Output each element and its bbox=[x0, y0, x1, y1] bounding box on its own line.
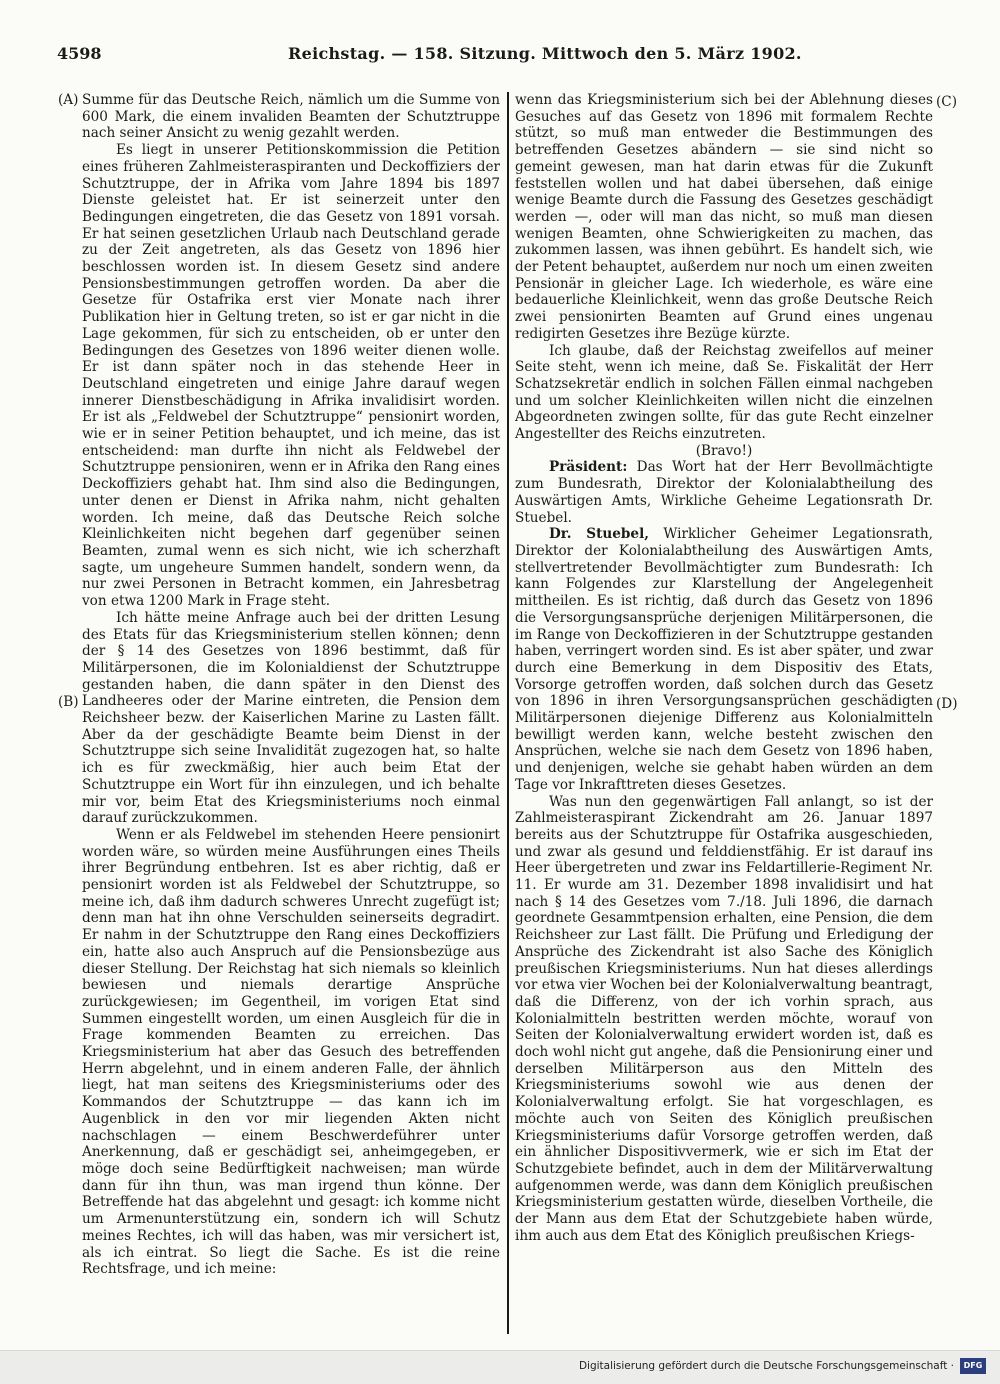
margin-marker-d: (D) bbox=[936, 696, 958, 712]
paragraph: Ich hätte meine Anfrage auch bei der dritten Lesung des Etats für das Kriegsministerium stellen können; denn der § 14 des Gesetzes von 1896 bestimmt, daß für Militärpersonen, die im Kolonialdienst der Schutztruppe gestanden haben, die dann später in den Dienst des Landheeres oder der Marine eintreten, die Pension dem Reichsheer bezw. der Kaiserlichen Marine zu Lasten fällt. Aber da der geschädigte Beamte beim Dienst in der Schutztruppe sich seine Invalidität zugezogen hat, so halte ich es für zweckmäßig, hier auch beim Etat der Schutztruppe ein Wort für ihn einzulegen, und ich behalte mir vor, beim Etat des Kriegsministeriums noch einmal darauf zurückzukommen. bbox=[82, 609, 500, 827]
paragraph: Es liegt in unserer Petitionskommission die Petition eines früheren Zahlmeisteraspiranten und Deckoffiziers der Schutztruppe, der in Afrika vom Jahre 1894 bis 1897 Dienste geleistet hat. Er ist seinerzeit unter den Bedingungen eingetreten, die das Gesetz von 1891 vorsah. Er hat seinen gesetzlichen Urlaub nach Deutschland gerade zu der Zeit angetreten, als das Gesetz von 1896 hier beschlossen worden ist. In diesem Gesetz sind andere Pensionsbestimmungen getroffen worden. Da aber die Gesetze für Ostafrika erst vier Monate nach ihrer Publikation hier in Geltung treten, so ist er gar nicht in die Lage gekommen, für sich zu entscheiden, ob er unter den Bedingungen des Gesetzes von 1896 weiter dienen wolle. Er ist dann später noch in das stehende Heer in Deutschland eingetreten und einige Jahre darauf wegen innerer Dienstbeschädigung in Afrika invalidisirt worden. Er ist als „Feldwebel der Schutztruppe“ pensionirt worden, wie er in seiner Petition behauptet, und ich meine, das ist entscheidend: man durfte ihn nicht als Feldwebel der Schutztruppe pensioniren, wenn er in Afrika den Rang eines Deckoffiziers gehabt hat. Ihm sind also die Bedingungen, unter denen er Dienst in Afrika nahm, nicht gehalten worden. Ich meine, daß das Deutsche Reich solche Kleinlichkeiten nicht begehen darf gegenüber seinen Beamten, zumal wenn es sich nicht, wie ich scherzhaft sagte, um ungeheure Summen handelt, sondern wenn, da nur zwei Personen in Betracht kommen, ein Jahresbetrag von etwa 1200 Mark in Frage steht. bbox=[82, 142, 500, 610]
right-text-column bbox=[515, 92, 933, 1245]
paragraph: Summe für das Deutsche Reich, nämlich um die Summe von 600 Mark, die einem invaliden Beamten der Schutztruppe nach seiner Ansicht zu wenig gezahlt werden. bbox=[82, 92, 500, 142]
speaker-name: Dr. Stuebel, bbox=[549, 526, 649, 543]
margin-marker-c: (C) bbox=[936, 94, 958, 110]
margin-marker-b: (B) bbox=[58, 694, 79, 710]
paragraph: Was nun den gegenwärtigen Fall anlangt, so ist der Zahlmeisteraspirant Zickendraht am 26. Januar 1897 bereits aus der Schutztruppe für Ostafrika ausgeschieden, und zwar als gesund und felddienstfähig. Er ist darauf ins Heer übergetreten und zwar ins Feldartillerie-Regiment Nr. 11. Er wurde am 31. Dezember 1898 invalidisirt und hat nach § 14 des Gesetzes vom 7./18. Juli 1896, die darnach geordnete Gesammtpension erhalten, eine Pension, die dem Reichsheer zur Last fällt. Die Prüfung und Erledigung der Ansprüche des Zickendraht ist also Sache des Königlich preußischen Kriegsministeriums. Nun hat dieses allerdings vor etwa vier Wochen bei der Kolonialverwaltung beantragt, daß die Differenz, von der ich vorhin sprach, aus Kolonialmitteln bestritten werden möchte, worauf von Seiten der Kolonialverwaltung erwidert worden ist, daß es doch wohl nicht gut angehe, daß die Pensionirung einer und derselben Militärperson aus den Mitteln des Kriegsministeriums sowohl wie aus denen der Kolonialverwaltung erfolgt. Sie hat vorgeschlagen, es möchte auch von Seiten des Königlich preußischen Kriegsministeriums dafür Vorsorge getroffen werden, daß ein ähnlicher Dispositivvermerk, wie er sich im Etat der Schutzgebiete befindet, auch in dem der Militärverwaltung aufgenommen werde, was dann dem Königlich preußischen Kriegsministerium gestatten würde, dieselben Vortheile, die der Mann aus dem Etat der Schutzgebiete haben würde, ihm auch aus dem Etat des Königlich preußischen Kriegs- bbox=[515, 793, 933, 1244]
paragraph: wenn das Kriegsministerium sich bei der Ablehnung dieses Gesuches auf das Gesetz von 1896 mit formalem Rechte stützt, so muß man entweder die Bestimmungen des betreffenden Gesetzes abändern — sie sind nicht so gemeint gewesen, man hat darin etwas für die Zukunft feststellen wollen und hat dabei übersehen, daß einige wenige Beamte durch die Fassung des Gesetzes geschädigt werden —, oder will man das nicht, so muß man diesen wenigen Beamten, ohne Schwierigkeiten zu machen, das zukommen lassen, was ihnen gebührt. Es handelt sich, wie der Petent behauptet, außerdem nur noch um einen zweiten Pensionär in gleicher Lage. Ich wiederhole, es wäre eine bedauerliche Kleinlichkeit, wenn das große Deutsche Reich zwei pensionirten Beamten auf Grund eines ungenau redigirten Gesetzes ihre Bezüge kürzte. bbox=[515, 92, 933, 342]
paragraph: Wenn er als Feldwebel im stehenden Heere pensionirt worden wäre, so würden meine Ausführungen eines Theils ihrer Begründung entbehren. Ist es aber richtig, daß er pensionirt worden ist als Feldwebel der Schutztruppe, so meine ich, daß ihm dadurch schweres Unrecht zugefügt ist; denn man hat ihn ohne Verschulden seinerseits degradirt. Er nahm in der Schutztruppe den Rang eines Deckoffiziers ein, hatte also auch Anspruch auf die Pensionsbezüge aus dieser Stellung. Der Reichstag hat sich niemals so kleinlich bewiesen und niemals derartige Ansprüche zurückgewiesen; im Gegentheil, im vorigen Etat sind Summen eingestellt worden, um einen Ausgleich für die in Frage kommenden Beamten zu erreichen. Das Kriegsministerium hat aber das Gesuch des betreffenden Herrn abgelehnt, und in einem anderen Falle, der ähnlich liegt, hat man seitens des Kriegsministeriums oder des Kommandos der Schutztruppe — das kann ich im Augenblick in den vor mir liegenden Akten nicht nachschlagen — einem Beschwerdeführer unter Anerkennung, daß er geschädigt sei, anheimgegeben, er möge doch seine Bedürftigkeit nachweisen; man würde dann für ihn thun, was man irgend thun könne. Der Betreffende hat das abgelehnt und gesagt: ich komme nicht um Armenunterstützung ein, sondern ich will Schutz meines Rechtes, ich will das haben, was mir versichert ist, als ich eintrat. So liegt die Sache. Es ist die reine Rechtsfrage, und ich meine: bbox=[82, 826, 500, 1278]
margin-marker-a: (A) bbox=[58, 92, 79, 108]
speech-text: Wirklicher Geheimer Legationsrath, Direktor der Kolonialabtheilung des Auswärtigen Amts, stellvertretender Bevollmächtigter zum Bundesrath: Ich kann Folgendes zur Klarstellung der Angelegenheit mittheilen. Es ist richtig, daß durch das Gesetz von 1896 die Versorgungsansprüche derjenigen Militärpersonen, die im Range von Deckoffizieren in der Schutztruppe gestanden haben, verringert worden sind. Es ist aber später, und zwar durch eine Bemerkung in dem Dispositiv des Etats, Vorsorge getroffen worden, daß solchen durch das Gesetz von 1896 in ihren Versorgungsansprüchen geschädigten Militärpersonen diejenige Differenz aus Kolonialmitteln bewilligt werden kann, welche besteht zwischen den Ansprüchen, welche sie nach dem Gesetz von 1896 haben, und denjenigen, welche sie gehabt haben würden an dem Tage vor Inkrafttreten dieses Gesetzes. bbox=[515, 526, 933, 793]
speech-text: Das Wort hat der Herr Bevollmächtigte zum Bundesrath, Direktor der Kolonialabtheilung des Auswärtigen Amts, Wirkliche Geheime Legationsrath Dr. Stuebel. bbox=[515, 459, 933, 526]
dfg-logo: DFG bbox=[960, 1358, 986, 1374]
column-divider bbox=[507, 92, 509, 1334]
left-text-column bbox=[82, 92, 500, 1278]
footer-bar bbox=[0, 1350, 1000, 1384]
speaker-name: Präsident: bbox=[549, 459, 628, 476]
footer-credit: Digitalisierung gefördert durch die Deutsche Forschungsgemeinschaft · bbox=[578, 1360, 954, 1372]
interjection: (Bravo!) bbox=[695, 442, 753, 459]
paragraph: Ich glaube, daß der Reichstag zweifellos auf meiner Seite steht, wenn ich meine, daß Se. Fiskalität der Herr Schatzsekretär endlich in solchen Fällen einmal nachgeben und um solcher Kleinlichkeiten willen nicht die einzelnen Abgeordneten zwingen sollte, für das gute Recht einzelner Angestellter des Reichs einzutreten. bbox=[515, 342, 933, 443]
page-number: 4598 bbox=[57, 44, 102, 63]
speech-paragraph bbox=[515, 526, 933, 793]
page-header-title: Reichstag. — 158. Sitzung. Mittwoch den 5. März 1902. bbox=[288, 44, 802, 63]
speech-paragraph bbox=[515, 459, 933, 526]
